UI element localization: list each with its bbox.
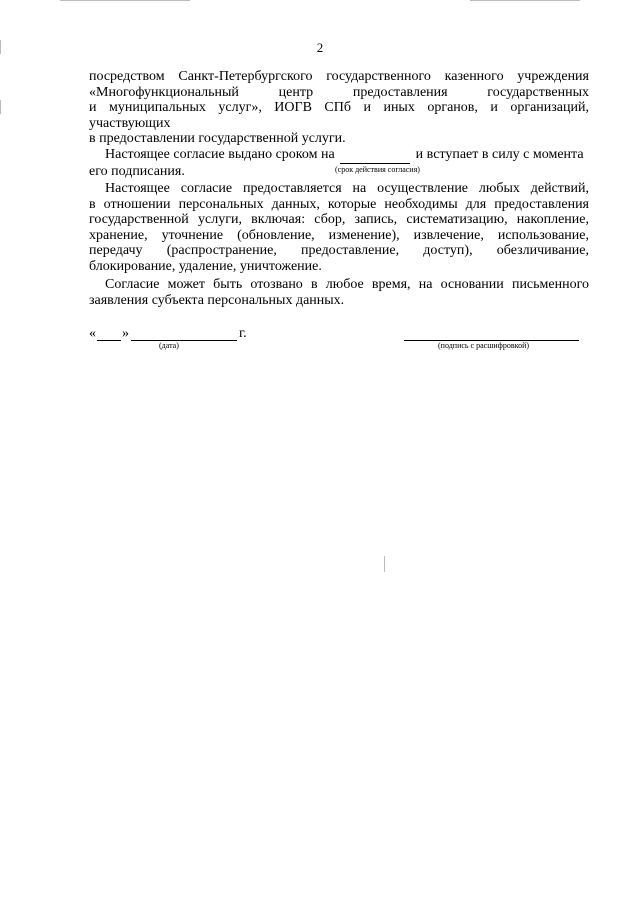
page-number: 2	[316, 40, 324, 55]
paragraph-line: передачу (распространение, предоставление, доступ), обезличивание,	[89, 243, 589, 258]
paragraph-line: хранение, уточнение (обновление, изменение), извлечение, использование,	[89, 227, 589, 243]
term-text-before: Настоящее согласие выдано сроком на	[105, 147, 335, 162]
term-caption: (срок действия согласия)	[335, 165, 420, 174]
paragraph-line: его подписания.	[89, 163, 185, 179]
date-close-quote: »	[122, 326, 129, 341]
paragraph-line: участвующих	[89, 115, 171, 131]
paragraph-line	[89, 147, 589, 164]
paragraph-line: блокирование, удаление, уничтожение.	[89, 258, 322, 274]
date-year-suffix: г.	[239, 326, 247, 341]
paragraph-line: государственной услуги, включая: сбор, запись, систематизацию, накопление,	[89, 212, 589, 227]
paragraph-line: в отношении персональных данных, которые необходимы для предоставления	[89, 196, 589, 212]
date-day-blank[interactable]	[97, 340, 121, 341]
scan-edge-mark	[60, 0, 190, 1]
date-field	[89, 326, 259, 342]
scan-edge-mark	[470, 0, 580, 1]
date-month-blank[interactable]	[131, 340, 237, 341]
paragraph-line: Настоящее согласие предоставляется на осуществление любых действий,	[105, 181, 589, 196]
paragraph-actions	[89, 181, 589, 274]
paragraph-line: и муниципальных услуг», ИОГВ СПб и иных органов, и организаций,	[89, 100, 589, 115]
paragraph-line: Согласие может быть отозвано в любое время, на основании письменного	[105, 277, 589, 292]
scan-edge-mark	[0, 100, 1, 114]
scan-edge-mark	[384, 556, 385, 572]
term-text-after: и вступает в силу с момента	[415, 147, 584, 162]
paragraph-line: в предоставлении государственной услуги.	[89, 131, 346, 146]
paragraph-mfc	[89, 69, 589, 147]
date-caption: (дата)	[159, 341, 179, 350]
paragraph-line: посредством Санкт-Петербургского государственного казенного учреждения	[89, 69, 589, 84]
term-blank-field[interactable]	[340, 147, 410, 164]
date-open-quote: «	[89, 326, 96, 341]
paragraph-line: заявления субъекта персональных данных.	[89, 292, 345, 308]
paragraph-revocation	[89, 277, 589, 308]
signature-caption: (подпись с расшифровкой)	[438, 341, 530, 350]
paragraph-line: «Многофункциональный центр предоставления государственных	[89, 84, 589, 100]
paragraph-term	[89, 147, 589, 179]
